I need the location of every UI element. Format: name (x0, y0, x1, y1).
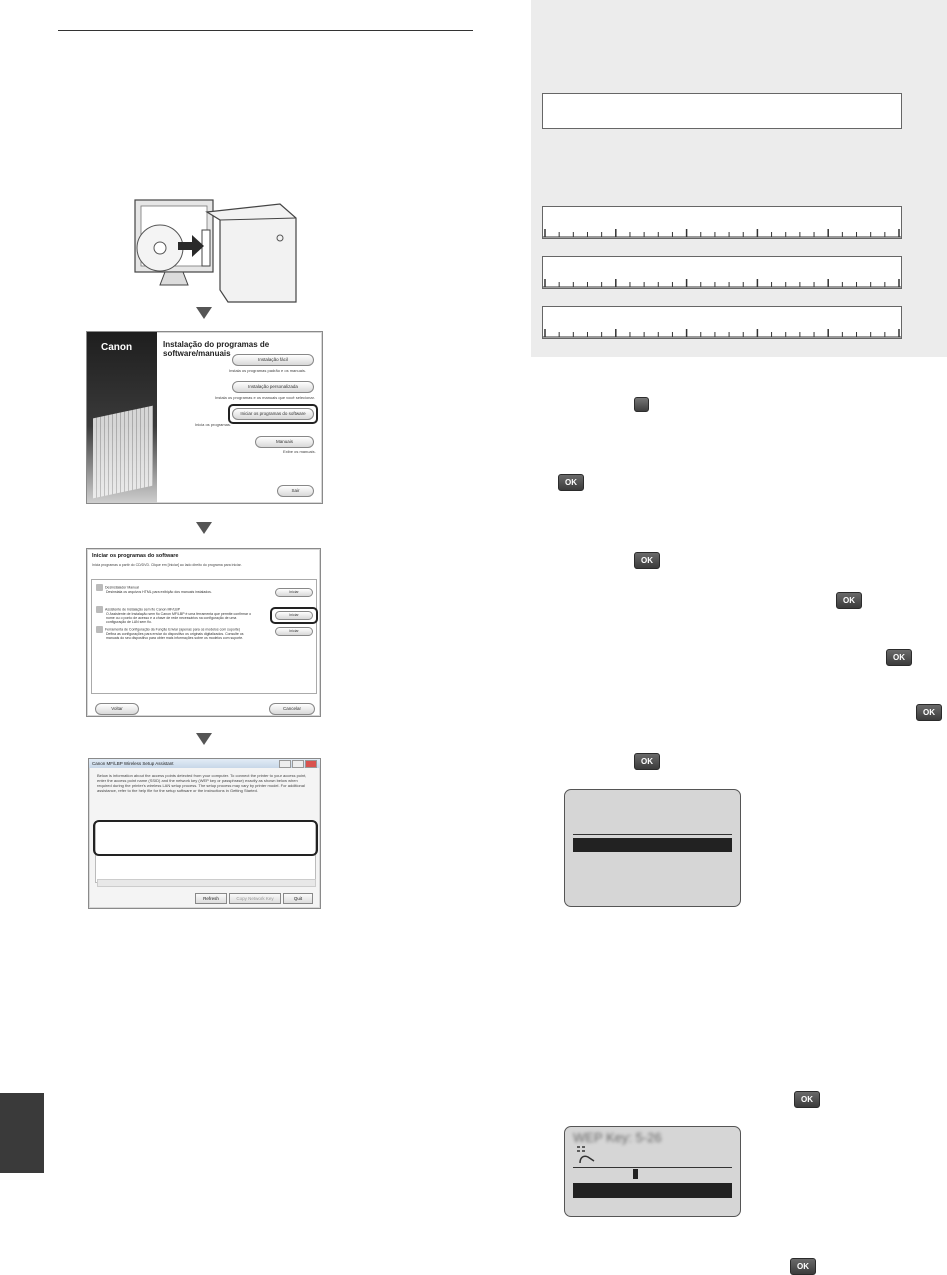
menu-key-icon (634, 397, 649, 412)
ok-key-icon: OK (558, 474, 584, 491)
lcd-selected-row (573, 1183, 732, 1198)
lcd-display (564, 789, 741, 907)
ok-key-icon: OK (836, 592, 862, 609)
section-rule (58, 30, 473, 31)
close-icon[interactable] (305, 760, 317, 768)
key-entry-box (542, 256, 902, 289)
software-list-box (91, 579, 317, 694)
info-panel (531, 0, 947, 357)
key-entry-icon (574, 1145, 598, 1165)
start-button[interactable]: Iniciar (275, 627, 313, 636)
highlight-frame (93, 820, 318, 856)
minimize-icon[interactable] (279, 760, 291, 768)
ok-key-icon: OK (634, 753, 660, 770)
installer-window (86, 331, 323, 504)
ok-key-icon: OK (886, 649, 912, 666)
highlight-frame (228, 404, 318, 424)
lcd-header: WEP Key: 5-26 (573, 1130, 662, 1145)
highlight-frame (270, 607, 318, 624)
assistant-description: Below is information about the access points detected from your computer. To connect the printer to your access point, enter the access point name (SSID) and the network key (WEP key or passphrase) exactly as shown below when required during the printer's wireless LAN setup process. The setup process may vary by printer model. For additional assistance, refer to the help file for the setup software or the instructions in Getting Started. (97, 773, 307, 793)
list-item-desc: Defina as configurações para enviar do dispositivo os originais digitalizados. Consulte os manuais do seu dispositivo para obter mais informações sobre os modelos com suporte. (106, 632, 244, 640)
wireless-assistant-window (88, 758, 321, 909)
exit-button[interactable]: Sair (277, 485, 314, 497)
side-tab (0, 1093, 44, 1173)
ok-key-icon: OK (790, 1258, 816, 1275)
canon-logo: Canon (101, 342, 133, 353)
copy-network-key-button[interactable]: Copy Network Key (229, 893, 281, 904)
lcd-selected-row (573, 838, 732, 852)
lcd-divider (573, 834, 732, 835)
maximize-icon[interactable] (292, 760, 304, 768)
quit-button[interactable]: Quit (283, 893, 313, 904)
installer-brand-panel (87, 332, 157, 503)
software-list-window (86, 548, 321, 717)
ruler-ticks (543, 328, 901, 338)
installer-title: Instalação do programas de software/manuais (163, 340, 270, 358)
cd-insert-illustration (120, 190, 300, 306)
custom-install-button[interactable]: Instalação personalizada (232, 381, 314, 393)
key-entry-box (542, 206, 902, 239)
back-button[interactable]: Voltar (95, 703, 139, 715)
down-arrow-icon (196, 733, 212, 745)
software-list-subtitle: Inicia programas a partir do CD/DVD. Clique em [Iniciar] ao lado direito do programa para iniciar. (92, 563, 242, 567)
wireless-icon (96, 606, 103, 613)
start-software-button[interactable]: Iniciar os programas do software (232, 408, 314, 420)
manual-uninstaller-icon (96, 584, 103, 591)
down-arrow-icon (196, 522, 212, 534)
key-entry-box (542, 306, 902, 339)
list-item: Ferramenta de Configuração da Função Enviar (apenas para os modelos com suporte) (96, 626, 240, 633)
ssid-entry-box (542, 93, 902, 129)
ruler-ticks (543, 278, 901, 288)
easy-install-desc: Instala os programas padrão e os manuais. (229, 368, 306, 373)
lcd-display (564, 1126, 741, 1217)
start-button[interactable]: Iniciar (275, 611, 313, 620)
custom-install-desc: Instala os programas e os manuais que você selecionar. (215, 395, 315, 400)
refresh-button[interactable]: Refresh (195, 893, 227, 904)
send-function-icon (96, 626, 103, 633)
window-titlebar: Canon MF/LBP Wireless Setup Assistant (89, 759, 321, 768)
list-item: Desinstalador Manual (96, 584, 139, 591)
papers-graphic (93, 406, 153, 499)
lcd-cursor (633, 1169, 638, 1179)
manuals-desc: Exibe os manuais. (283, 449, 316, 454)
easy-install-button[interactable]: Instalação fácil (232, 354, 314, 366)
ruler-ticks (543, 228, 901, 238)
start-button[interactable]: Iniciar (275, 588, 313, 597)
list-item: Assistente de Instalação sem fio Canon MF/LBP (96, 606, 180, 613)
list-item-desc: Desinstala os arquivos HTML para exibição dos manuais instalados. (106, 590, 212, 594)
horizontal-scrollbar[interactable] (97, 879, 316, 887)
manuals-button[interactable]: Manuais (255, 436, 314, 448)
start-software-desc: Inicia os programas. (195, 422, 232, 427)
ok-key-icon: OK (634, 552, 660, 569)
ok-key-icon: OK (916, 704, 942, 721)
down-arrow-icon (196, 307, 212, 319)
list-item-desc: O Assistente de Instalação sem fio Canon MF/LBP é uma ferramenta que permite confirmar o nome ou o ponto de acesso e a chave de rede necessários na configuração de uma configuração de LAN sem fio. (106, 612, 252, 624)
lcd-divider (573, 1167, 732, 1168)
cancel-button[interactable]: Cancelar (269, 703, 315, 715)
software-list-title: Iniciar os programas do software (92, 553, 179, 559)
ok-key-icon: OK (794, 1091, 820, 1108)
